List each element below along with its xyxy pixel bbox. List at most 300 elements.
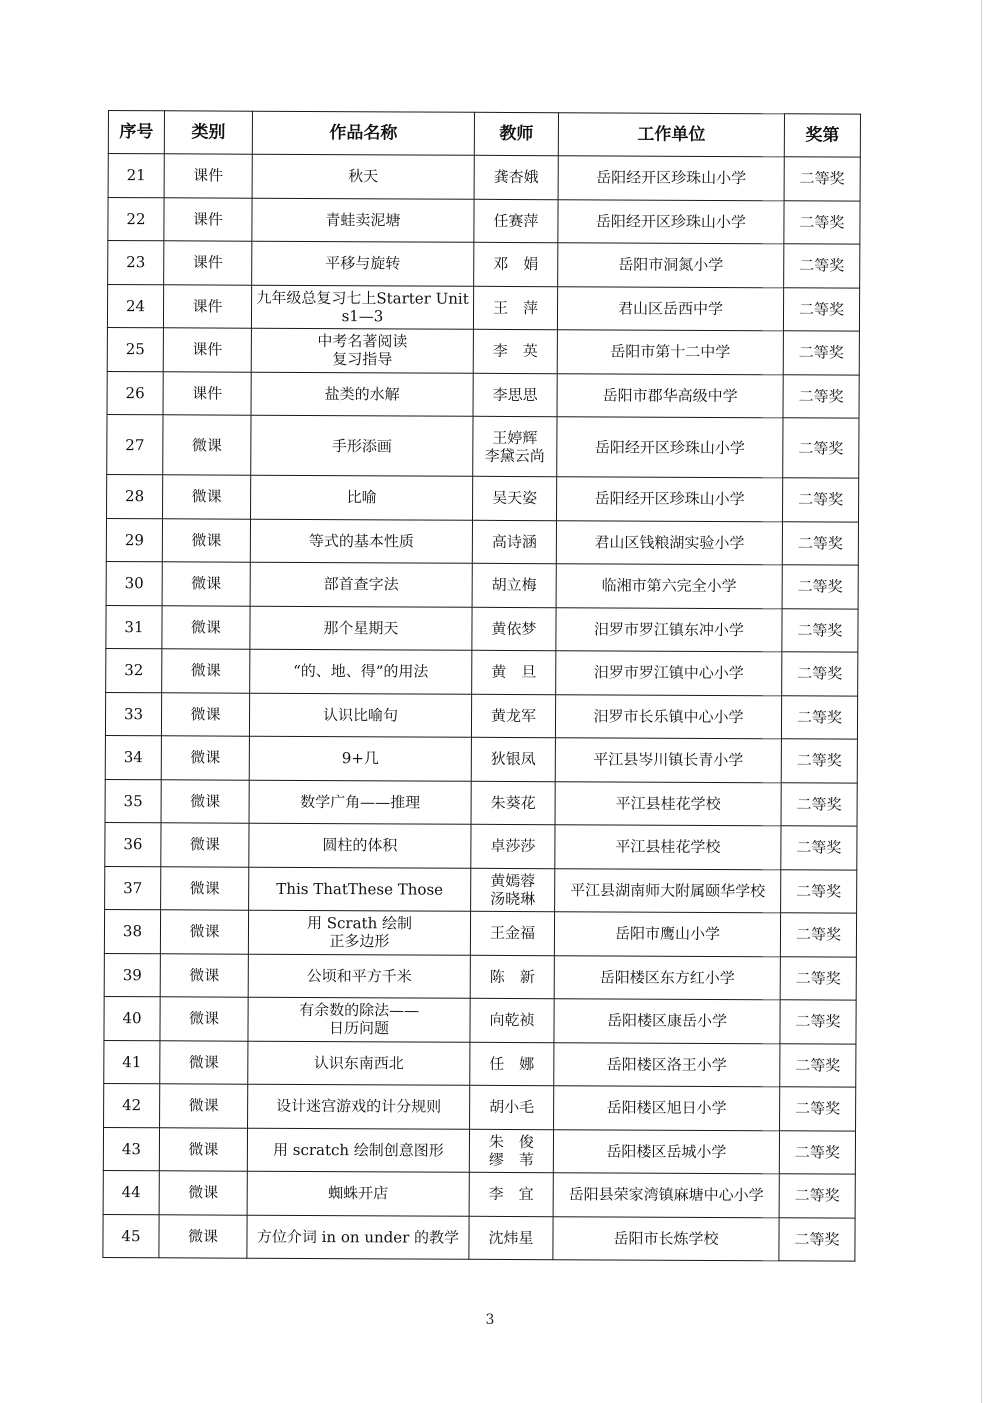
cell-award bbox=[779, 1130, 855, 1174]
cell-work-unit-text: 岳阳市郡华高级中学 bbox=[602, 386, 738, 405]
cell-award bbox=[780, 1000, 856, 1044]
cell-award bbox=[779, 1217, 855, 1261]
cell-serial-number-text: 24 bbox=[125, 296, 146, 315]
cell-teacher-text: 王 萍 bbox=[492, 298, 539, 317]
cell-work-unit-text: 岳阳市鹰山小学 bbox=[614, 924, 721, 944]
cell-category bbox=[164, 241, 252, 285]
cell-serial-number bbox=[108, 197, 164, 241]
cell-serial-number bbox=[108, 154, 164, 198]
cell-teacher-text: 黄龙军 bbox=[490, 706, 537, 725]
cell-category bbox=[163, 475, 251, 519]
cell-work-title-text: 圆柱的体积 bbox=[322, 836, 398, 855]
cell-award bbox=[783, 287, 859, 331]
cell-teacher bbox=[474, 242, 558, 286]
cell-serial-number bbox=[107, 327, 163, 371]
cell-serial-number bbox=[103, 1170, 159, 1214]
cell-work-title-text: 用 Scrath 绘制 正多边形 bbox=[306, 914, 413, 951]
cell-category bbox=[163, 371, 251, 415]
cell-work-title-text: 中考名著阅读 复习指导 bbox=[317, 332, 408, 369]
cell-award bbox=[782, 521, 858, 565]
cell-work-unit bbox=[556, 607, 782, 652]
cell-award bbox=[780, 1087, 856, 1131]
cell-work-unit-text: 平江县桂花学校 bbox=[615, 794, 721, 813]
cell-work-unit bbox=[555, 738, 781, 783]
header-award: 奖第 bbox=[784, 114, 860, 157]
cell-teacher-text: 胡立梅 bbox=[491, 576, 537, 595]
cell-award-text: 二等奖 bbox=[796, 708, 843, 727]
cell-teacher-text: 黄 旦 bbox=[491, 663, 537, 682]
cell-serial-number bbox=[104, 996, 160, 1040]
cell-category bbox=[160, 953, 248, 997]
cell-work-title bbox=[249, 780, 471, 825]
cell-teacher-text: 吴天姿 bbox=[492, 489, 538, 508]
cell-category-text: 微课 bbox=[189, 966, 220, 985]
cell-award-text: 二等奖 bbox=[796, 838, 842, 857]
cell-award bbox=[781, 782, 857, 826]
cell-teacher-text: 王婷辉 李黛云尚 bbox=[484, 428, 545, 465]
table-row bbox=[104, 1040, 856, 1087]
cell-teacher bbox=[473, 416, 557, 476]
cell-serial-number bbox=[107, 474, 163, 518]
cell-teacher bbox=[470, 1042, 554, 1086]
table-row bbox=[107, 474, 859, 521]
cell-serial-number-text: 21 bbox=[126, 166, 146, 185]
table-row bbox=[103, 1214, 855, 1261]
cell-work-unit-text: 平江县湖南师大附属颐华学校 bbox=[570, 881, 766, 900]
cell-category bbox=[162, 649, 250, 693]
cell-serial-number-text: 31 bbox=[124, 617, 144, 636]
cell-serial-number-text: 35 bbox=[123, 791, 143, 810]
cell-serial-number-text: 28 bbox=[125, 487, 145, 506]
cell-category bbox=[164, 154, 252, 198]
cell-work-unit-text: 平江县桂花学校 bbox=[615, 837, 721, 857]
cell-serial-number bbox=[108, 241, 164, 285]
cell-work-unit bbox=[556, 651, 782, 696]
table-row bbox=[107, 284, 859, 331]
cell-serial-number-text: 37 bbox=[123, 878, 143, 897]
cell-award bbox=[782, 652, 858, 696]
cell-category-text: 微课 bbox=[191, 435, 222, 455]
cell-award bbox=[782, 565, 858, 609]
cell-teacher-text: 王金福 bbox=[489, 924, 536, 943]
cell-category bbox=[161, 823, 249, 867]
cell-work-unit bbox=[555, 694, 781, 739]
table-row bbox=[106, 648, 858, 695]
cell-category-text: 微课 bbox=[189, 1009, 220, 1028]
cell-teacher-text: 李 宜 bbox=[488, 1185, 534, 1204]
cell-work-unit-text: 岳阳楼区岳城小学 bbox=[606, 1142, 727, 1161]
cell-teacher bbox=[469, 1216, 553, 1260]
cell-work-title-text: 盐类的水解 bbox=[324, 384, 400, 404]
cell-category-text: 微课 bbox=[187, 1227, 219, 1246]
cell-teacher bbox=[471, 868, 555, 912]
cell-teacher bbox=[473, 329, 557, 373]
cell-category bbox=[161, 779, 249, 823]
table-header-row bbox=[108, 111, 860, 158]
cell-serial-number-text: 32 bbox=[124, 661, 144, 680]
cell-category-text: 微课 bbox=[190, 705, 221, 724]
cell-teacher-text: 卓莎莎 bbox=[490, 837, 536, 856]
cell-award bbox=[781, 826, 857, 870]
cell-serial-number-text: 43 bbox=[121, 1139, 142, 1158]
page-edge-line bbox=[981, 0, 982, 1403]
cell-work-unit-text: 岳阳经开区珍珠山小学 bbox=[596, 168, 747, 188]
cell-serial-number-text: 25 bbox=[125, 340, 145, 359]
cell-work-title bbox=[252, 198, 474, 243]
cell-work-title-text: 青蛙卖泥塘 bbox=[325, 210, 401, 230]
cell-serial-number bbox=[105, 822, 161, 866]
cell-serial-number bbox=[106, 561, 162, 605]
cell-work-unit bbox=[557, 477, 783, 522]
cell-work-unit bbox=[555, 825, 781, 870]
cell-work-unit-text: 君山区岳西中学 bbox=[617, 299, 724, 318]
cell-award bbox=[783, 418, 859, 478]
cell-serial-number-text: 22 bbox=[126, 209, 146, 228]
cell-work-unit-text: 汨罗市罗江镇中心小学 bbox=[593, 663, 744, 683]
cell-work-unit bbox=[555, 868, 781, 913]
cell-category-text: 课件 bbox=[192, 384, 223, 403]
cell-work-unit-text: 岳阳经开区珍珠山小学 bbox=[594, 489, 745, 509]
cell-serial-number bbox=[105, 779, 161, 823]
cell-work-title-text: “的、地、得”的用法 bbox=[293, 662, 429, 681]
cell-work-title-text: 认识东南西北 bbox=[313, 1053, 404, 1073]
cell-serial-number-text: 45 bbox=[121, 1226, 141, 1245]
cell-work-title-text: 蜘蛛开店 bbox=[328, 1184, 389, 1203]
cell-work-unit bbox=[556, 564, 782, 609]
cell-teacher bbox=[469, 1172, 553, 1216]
table-row bbox=[106, 605, 858, 652]
table-row bbox=[106, 518, 858, 565]
table-row bbox=[104, 953, 856, 1000]
cell-teacher bbox=[471, 737, 555, 781]
cell-work-unit bbox=[558, 199, 784, 244]
cell-category-text: 微课 bbox=[188, 1140, 219, 1159]
cell-category bbox=[161, 692, 249, 736]
cell-category-text: 课件 bbox=[192, 297, 223, 316]
cell-award-text: 二等奖 bbox=[795, 1099, 841, 1118]
cell-award-text: 二等奖 bbox=[795, 969, 841, 988]
cell-teacher-text: 朱葵花 bbox=[490, 793, 536, 812]
cell-work-title bbox=[247, 1128, 469, 1173]
table-row bbox=[107, 371, 859, 418]
cell-category bbox=[162, 562, 250, 606]
cell-serial-number-text: 39 bbox=[122, 965, 142, 984]
cell-work-title-text: 用 scratch 绘制创意图形 bbox=[272, 1140, 444, 1160]
cell-teacher bbox=[473, 373, 557, 417]
cell-work-unit-text: 岳阳市洞氮小学 bbox=[618, 255, 724, 275]
cell-category-text: 微课 bbox=[191, 574, 222, 593]
cell-category-text: 课件 bbox=[192, 340, 223, 359]
cell-serial-number bbox=[104, 1040, 160, 1084]
cell-work-title-text: 公顷和平方千米 bbox=[306, 966, 412, 986]
cell-work-title bbox=[250, 562, 472, 607]
cell-work-unit bbox=[555, 781, 781, 826]
cell-teacher bbox=[470, 911, 554, 955]
cell-teacher bbox=[474, 155, 558, 199]
cell-teacher-text: 李 英 bbox=[492, 342, 538, 361]
cell-serial-number-text: 23 bbox=[126, 253, 146, 272]
cell-work-title bbox=[252, 241, 474, 286]
cell-work-title-text: 比喻 bbox=[346, 488, 377, 507]
cell-award bbox=[784, 244, 860, 288]
cell-work-title-text: 等式的基本性质 bbox=[308, 531, 414, 551]
cell-category bbox=[164, 197, 252, 241]
cell-work-unit bbox=[554, 999, 780, 1044]
cell-category bbox=[159, 1127, 247, 1171]
cell-category-text: 微课 bbox=[190, 748, 221, 767]
cell-work-title bbox=[250, 649, 472, 694]
cell-award bbox=[781, 869, 857, 913]
cell-category-text: 微课 bbox=[188, 1053, 219, 1072]
cell-work-unit bbox=[558, 243, 784, 288]
cell-teacher-text: 陈 新 bbox=[489, 967, 535, 986]
table-row bbox=[105, 822, 857, 869]
cell-award-text: 二等奖 bbox=[798, 343, 844, 362]
cell-award-text: 二等奖 bbox=[794, 1230, 840, 1249]
cell-work-title-text: 9+几 bbox=[341, 749, 379, 768]
cell-work-title bbox=[248, 997, 470, 1042]
cell-teacher bbox=[473, 286, 557, 330]
cell-work-title bbox=[248, 1084, 470, 1129]
cell-award bbox=[781, 739, 857, 783]
cell-work-title-text: 设计迷宫游戏的计分规则 bbox=[276, 1097, 442, 1116]
cell-category-text: 微课 bbox=[189, 835, 220, 854]
cell-award-text: 二等奖 bbox=[795, 925, 842, 944]
cell-award-text: 二等奖 bbox=[796, 795, 842, 814]
table-row bbox=[106, 561, 858, 608]
cell-work-title bbox=[247, 1171, 469, 1216]
cell-work-unit bbox=[554, 1042, 780, 1087]
cell-work-title bbox=[249, 867, 471, 912]
cell-work-unit bbox=[553, 1216, 779, 1261]
cell-work-unit-text: 岳阳楼区东方红小学 bbox=[599, 968, 735, 987]
cell-teacher-text: 向乾祯 bbox=[489, 1011, 535, 1030]
cell-serial-number bbox=[107, 371, 163, 415]
cell-award bbox=[784, 200, 860, 244]
cell-work-unit-text: 平江县岑川镇长青小学 bbox=[593, 750, 744, 770]
cell-award bbox=[782, 608, 858, 652]
cell-award bbox=[783, 374, 859, 418]
table-row bbox=[107, 414, 859, 478]
cell-serial-number bbox=[106, 648, 162, 692]
cell-category-text: 微课 bbox=[191, 531, 222, 550]
cell-serial-number bbox=[106, 518, 162, 562]
cell-serial-number bbox=[104, 953, 160, 997]
cell-category bbox=[159, 1171, 247, 1215]
page-number: 3 bbox=[485, 1312, 495, 1328]
cell-work-title bbox=[249, 736, 471, 781]
cell-award-text: 二等奖 bbox=[799, 256, 845, 275]
cell-category-text: 课件 bbox=[192, 253, 223, 272]
cell-category bbox=[163, 284, 251, 328]
cell-category-text: 课件 bbox=[193, 166, 224, 185]
cell-award bbox=[780, 1043, 856, 1087]
table-row bbox=[108, 154, 860, 201]
header-serial-number: 序号 bbox=[108, 111, 164, 154]
cell-serial-number-text: 40 bbox=[122, 1009, 142, 1028]
cell-teacher-text: 高诗涵 bbox=[491, 532, 537, 551]
table-row bbox=[105, 735, 857, 782]
header-work-unit: 工作单位 bbox=[558, 113, 784, 157]
header-category: 类别 bbox=[164, 111, 252, 154]
cell-work-unit-text: 岳阳楼区洛王小学 bbox=[606, 1055, 727, 1074]
cell-teacher bbox=[470, 998, 554, 1042]
cell-award-text: 二等奖 bbox=[797, 577, 843, 596]
cell-award bbox=[784, 157, 860, 201]
cell-teacher bbox=[471, 694, 555, 738]
table-body bbox=[103, 154, 860, 1262]
cell-teacher bbox=[471, 824, 555, 868]
cell-work-unit-text: 岳阳县荣家湾镇麻塘中心小学 bbox=[568, 1185, 764, 1205]
cell-serial-number bbox=[106, 605, 162, 649]
table-row bbox=[105, 866, 857, 913]
cell-work-unit-text: 君山区钱粮湖实验小学 bbox=[594, 533, 745, 552]
cell-work-unit bbox=[553, 1129, 779, 1174]
cell-work-title-text: This ThatThese Those bbox=[276, 879, 444, 899]
cell-work-unit bbox=[558, 156, 784, 201]
cell-serial-number bbox=[104, 1083, 160, 1127]
cell-work-unit bbox=[553, 1173, 779, 1218]
cell-teacher bbox=[474, 199, 558, 243]
cell-work-unit-text: 汨罗市长乐镇中心小学 bbox=[593, 707, 744, 726]
cell-teacher-text: 任赛萍 bbox=[493, 211, 539, 230]
cell-award-text: 二等奖 bbox=[797, 534, 843, 553]
cell-teacher-text: 邓 娟 bbox=[493, 255, 539, 274]
cell-work-unit-text: 岳阳楼区旭日小学 bbox=[606, 1098, 727, 1118]
cell-work-unit bbox=[554, 955, 780, 1000]
cell-work-unit bbox=[557, 373, 783, 418]
cell-category-text: 微课 bbox=[190, 618, 222, 637]
cell-serial-number bbox=[105, 735, 161, 779]
cell-teacher-text: 龚杏娥 bbox=[493, 168, 539, 187]
table-row bbox=[108, 197, 860, 244]
cell-work-title bbox=[251, 415, 473, 476]
cell-serial-number-text: 33 bbox=[123, 704, 144, 723]
cell-work-title-text: 方位介词 in on under 的教学 bbox=[256, 1227, 460, 1247]
cell-award bbox=[779, 1174, 855, 1218]
cell-category-text: 微课 bbox=[190, 661, 221, 680]
cell-award bbox=[780, 956, 856, 1000]
cell-award-text: 二等奖 bbox=[797, 621, 843, 640]
cell-serial-number bbox=[107, 284, 163, 328]
award-list-table bbox=[102, 110, 861, 1262]
cell-award-text: 二等奖 bbox=[794, 1143, 840, 1162]
cell-category bbox=[161, 866, 249, 910]
cell-work-unit-text: 汨罗市罗江镇东冲小学 bbox=[593, 620, 745, 639]
cell-teacher-text: 黄嫣蓉 汤晓琳 bbox=[490, 871, 536, 908]
cell-teacher bbox=[471, 781, 555, 825]
cell-award bbox=[782, 478, 858, 522]
cell-work-unit-text: 岳阳楼区康岳小学 bbox=[606, 1011, 728, 1031]
table-row bbox=[107, 327, 859, 374]
cell-category bbox=[162, 605, 250, 649]
cell-category bbox=[163, 328, 251, 372]
cell-teacher-text: 狄银凤 bbox=[490, 750, 536, 769]
cell-teacher-text: 黄依梦 bbox=[491, 619, 537, 638]
cell-award-text: 二等奖 bbox=[799, 213, 845, 232]
cell-work-unit bbox=[557, 286, 783, 331]
cell-category-text: 微课 bbox=[188, 1096, 219, 1115]
cell-work-title bbox=[250, 606, 472, 651]
cell-category bbox=[160, 1040, 248, 1084]
cell-serial-number-text: 30 bbox=[124, 574, 144, 593]
cell-category-text: 微课 bbox=[189, 922, 220, 941]
cell-teacher-text: 沈炜星 bbox=[488, 1228, 534, 1247]
cell-work-title bbox=[251, 475, 473, 520]
cell-work-unit-text: 岳阳经开区珍珠山小学 bbox=[594, 437, 745, 457]
cell-award-text: 二等奖 bbox=[798, 387, 844, 406]
cell-serial-number bbox=[107, 414, 163, 474]
cell-work-title-text: 那个星期天 bbox=[323, 618, 399, 638]
cell-work-title-text: 有余数的除法—— 日历问题 bbox=[299, 1001, 420, 1038]
cell-work-title bbox=[252, 154, 474, 199]
cell-teacher-text: 胡小毛 bbox=[489, 1098, 535, 1117]
cell-award-text: 二等奖 bbox=[798, 438, 844, 458]
cell-category bbox=[162, 518, 250, 562]
cell-teacher-text: 李思思 bbox=[492, 385, 538, 404]
cell-serial-number bbox=[105, 692, 161, 736]
cell-award-text: 二等奖 bbox=[798, 490, 844, 509]
cell-category bbox=[163, 415, 251, 475]
cell-serial-number bbox=[105, 866, 161, 910]
cell-category bbox=[161, 736, 249, 780]
cell-category bbox=[160, 1084, 248, 1128]
cell-teacher bbox=[469, 1129, 553, 1173]
cell-serial-number-text: 38 bbox=[122, 922, 143, 941]
cell-work-unit bbox=[554, 912, 780, 957]
table-row bbox=[103, 1127, 855, 1174]
cell-work-title bbox=[248, 910, 470, 955]
cell-work-unit-text: 岳阳经开区珍珠山小学 bbox=[595, 212, 747, 231]
cell-work-title bbox=[251, 372, 473, 417]
cell-work-title bbox=[250, 519, 472, 564]
cell-work-unit bbox=[557, 417, 783, 478]
cell-teacher-text: 任 娜 bbox=[489, 1054, 535, 1073]
cell-work-title-text: 手形添画 bbox=[331, 436, 392, 455]
cell-work-title bbox=[249, 693, 471, 738]
cell-work-title bbox=[251, 328, 473, 373]
cell-teacher bbox=[472, 607, 556, 651]
table-row bbox=[104, 1083, 856, 1130]
cell-work-title bbox=[248, 954, 470, 999]
cell-serial-number-text: 34 bbox=[123, 748, 143, 767]
cell-category bbox=[160, 910, 248, 954]
cell-work-title-text: 九年级总复习七上Starter Units1—3 bbox=[256, 288, 469, 326]
cell-serial-number-text: 29 bbox=[124, 530, 144, 549]
cell-category-text: 课件 bbox=[192, 210, 224, 229]
table-row bbox=[105, 779, 857, 826]
cell-award-text: 二等奖 bbox=[796, 882, 842, 901]
cell-award bbox=[780, 913, 856, 957]
cell-teacher bbox=[472, 650, 556, 694]
cell-award-text: 二等奖 bbox=[794, 1186, 840, 1205]
cell-work-unit-text: 岳阳市长炼学校 bbox=[613, 1229, 719, 1248]
cell-work-title-text: 平移与旋转 bbox=[325, 254, 401, 273]
table-row bbox=[104, 996, 856, 1043]
header-teacher: 教师 bbox=[474, 112, 558, 155]
cell-work-title-text: 秋天 bbox=[348, 167, 379, 186]
cell-work-title-text: 认识比喻句 bbox=[322, 705, 399, 725]
cell-work-unit bbox=[554, 1086, 780, 1131]
cell-serial-number bbox=[104, 909, 160, 953]
cell-category-text: 微课 bbox=[188, 1183, 219, 1202]
cell-work-title bbox=[247, 1215, 469, 1260]
cell-work-unit bbox=[556, 520, 782, 565]
cell-teacher-text: 朱 俊 缪 苇 bbox=[488, 1132, 535, 1169]
cell-teacher bbox=[473, 476, 557, 520]
cell-award-text: 二等奖 bbox=[795, 1012, 841, 1031]
cell-award-text: 二等奖 bbox=[795, 1056, 841, 1075]
